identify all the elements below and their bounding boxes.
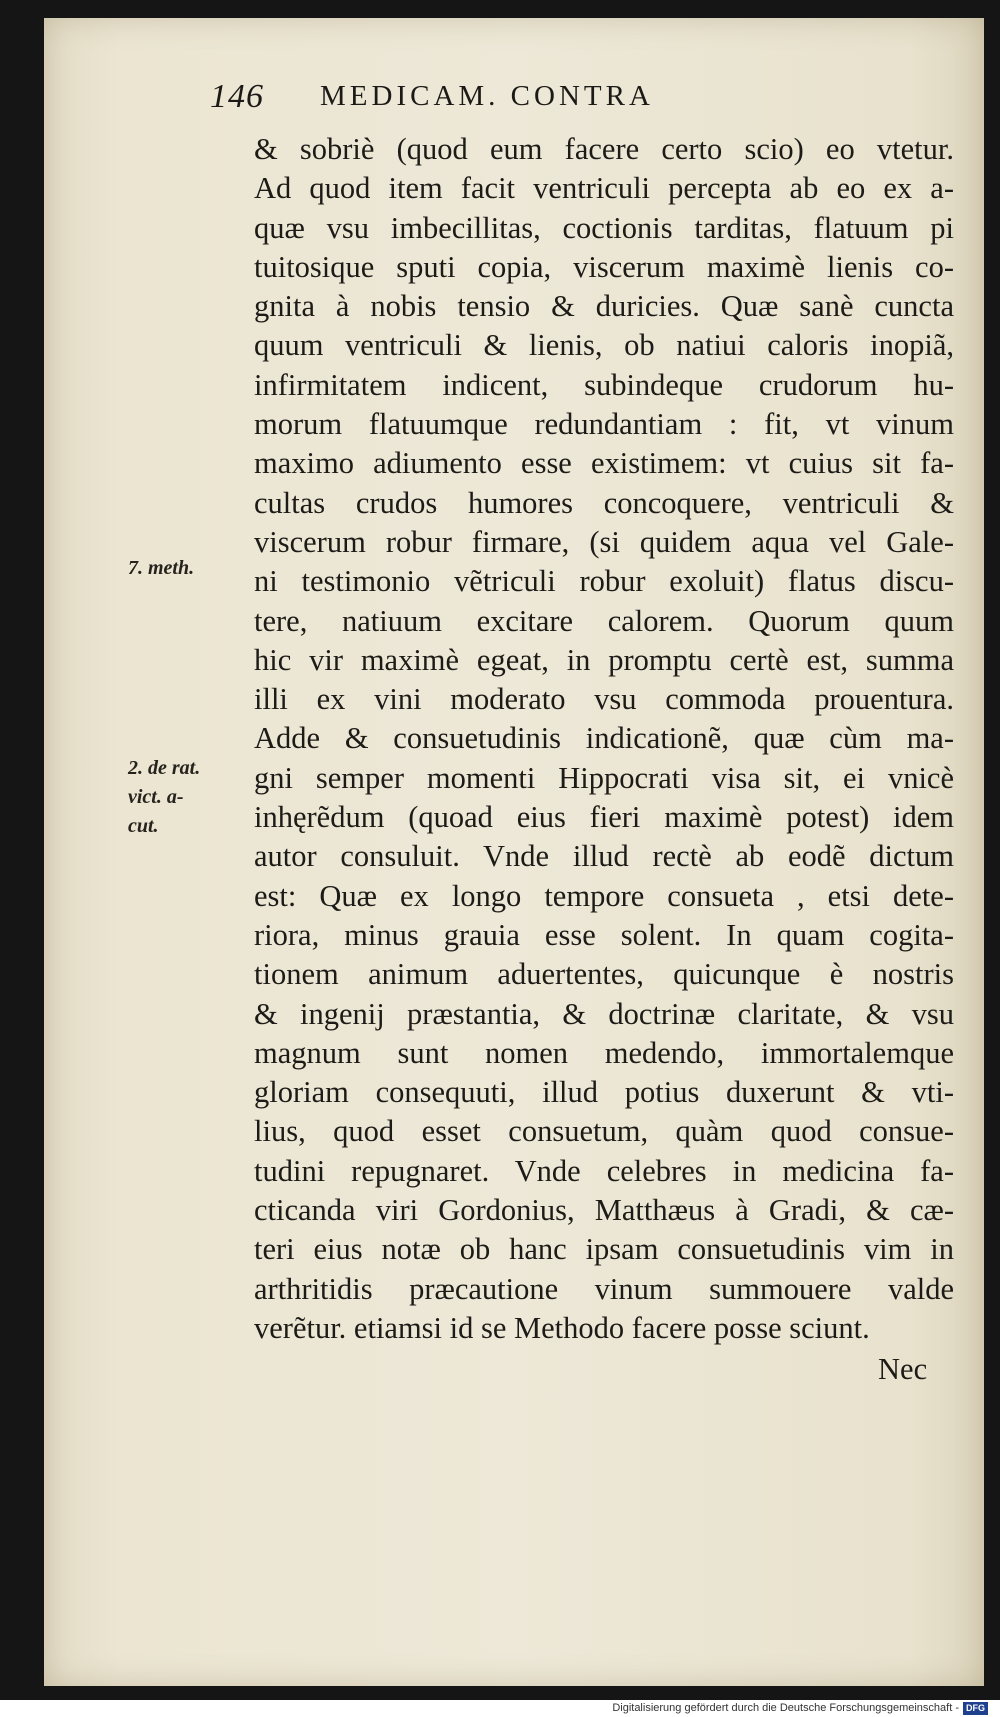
- margin-note-line: 2. de rat.: [128, 757, 201, 779]
- text-line: arthritidis præcautione vinum summouere valde: [254, 1271, 954, 1306]
- text-line: cticanda viri Gordonius, Matthæus à Gradi, & cæ-: [254, 1193, 954, 1228]
- text-line: tuitosique sputi copia, viscerum maximè lienis co-: [254, 249, 954, 284]
- text-line: teri eius notæ ob hanc ipsam consuetudinis vim in: [254, 1232, 954, 1267]
- text-line: infirmitatem indicent, subindeque crudorum hu-: [254, 367, 954, 402]
- text-line: lius, quod esset consuetum, quàm quod consue-: [254, 1114, 954, 1149]
- page-number: 146: [210, 78, 264, 115]
- catchword: Nec: [878, 1352, 928, 1386]
- text-line: ni testimonio vẽtriculi robur exoluit) flatus discu-: [254, 564, 954, 599]
- text-line: magnum sunt nomen medendo, immortalemque: [254, 1035, 954, 1070]
- text-line: est: Quæ ex longo tempore consueta , etsi dete-: [254, 878, 954, 913]
- digitization-credit: [612, 1700, 988, 1717]
- text-line: Adde & consuetudinis indicationẽ, quæ cùm ma-: [254, 721, 954, 756]
- text-line: riora, minus grauia esse solent. In quam cogita-: [254, 917, 954, 952]
- margin-note-regimen: [128, 754, 200, 841]
- text-line: inhęrẽdum (quoad eius fieri maximè potest) idem: [254, 800, 954, 835]
- text-line: tere, natiuum excitare calorem. Quorum quum: [254, 603, 954, 638]
- text-line: autor consuluit. Vnde illud rectè ab eodẽ dictum: [254, 839, 954, 874]
- text-line: gni semper momenti Hippocrati visa sit, ei vnicè: [254, 760, 954, 795]
- margin-note-method: [128, 554, 194, 583]
- text-line: quæ vsu imbecillitas, coctionis tarditas, flatuum pi: [254, 210, 954, 245]
- margin-note-line: 7. meth.: [128, 557, 195, 579]
- text-line: gnita à nobis tensio & duricies. Quæ sanè cuncta: [254, 289, 954, 324]
- credit-text: Digitalisierung gefördert durch die Deutsche Forschungsgemeinschaft -: [612, 1702, 959, 1714]
- text-line: & ingenij præstantia, & doctrinæ claritate, & vsu: [254, 996, 954, 1031]
- dfg-logo: DFG: [963, 1702, 988, 1715]
- text-line: tionem animum aduertentes, quicunque è nostris: [254, 957, 954, 992]
- text-line: morum flatuumque redundantiam : fit, vt vinum: [254, 407, 954, 442]
- main-text: [254, 130, 954, 1348]
- margin-note-line: cut.: [128, 815, 159, 837]
- text-line: gloriam consequuti, illud potius duxerunt & vti-: [254, 1075, 954, 1110]
- text-line: viscerum robur firmare, (si quidem aqua vel Gale-: [254, 524, 954, 559]
- margin-note-line: vict. a-: [128, 786, 184, 808]
- text-line: maximo adiumento esse existimem: vt cuius sit fa-: [254, 446, 954, 481]
- text-line: quum ventriculi & lienis, ob natiui caloris inopiã,: [254, 328, 954, 363]
- text-line: hic vir maximè egeat, in promptu certè est, summa: [254, 642, 954, 677]
- text-line: & sobriè (quod eum facere certo scio) eo vtetur.: [254, 132, 954, 166]
- text-line: Ad quod item facit ventriculi percepta ab eo ex a-: [254, 171, 954, 206]
- text-line: illi ex vini moderato vsu commoda prouentura.: [254, 682, 954, 717]
- running-title: MEDICAM. CONTRA: [320, 80, 654, 112]
- text-line: tudini repugnaret. Vnde celebres in medicina fa-: [254, 1153, 954, 1188]
- page-header: [210, 78, 770, 128]
- text-line: cultas crudos humores concoquere, ventriculi &: [254, 485, 954, 520]
- text-line: verẽtur. etiamsi id se Methodo facere posse sciunt.: [254, 1310, 870, 1345]
